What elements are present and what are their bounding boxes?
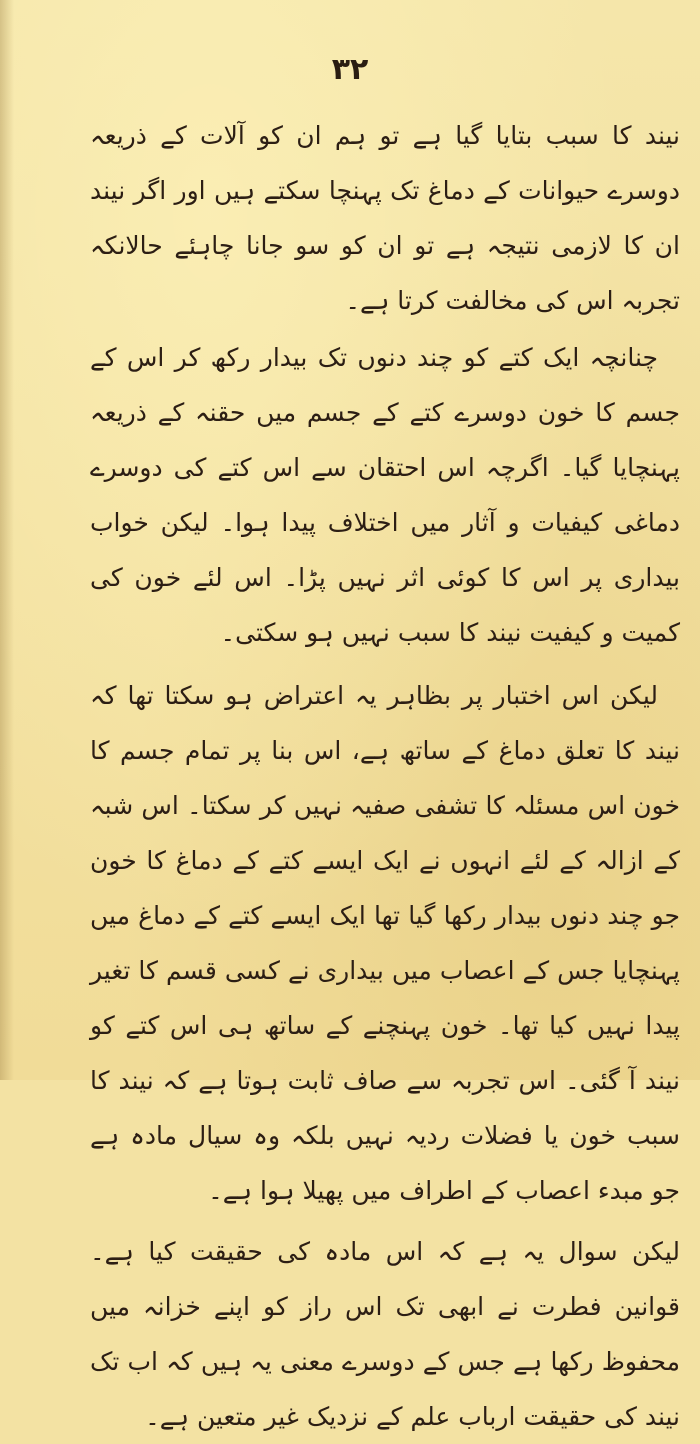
page-body: [90, 108, 680, 1444]
paragraph-1: نیند کا سبب بتایا گیا ہے تو ہم ان کو آلات کے ذریعہ دوسرے حیوانات کے دماغ تک پہنچا سکتے ہیں اور اگر نیند ان کا لازمی نتیجہ ہے تو ان کو سو جانا چاہئے حالانکہ تجربہ اس کی مخالفت کرتا ہے۔: [90, 121, 680, 315]
page-number: ۳۲: [331, 52, 369, 87]
paragraph-3: لیکن اس اختبار پر بظاہر یہ اعتراض ہو سکتا تھا کہ نیند کا تعلق دماغ کے ساتھ ہے، اس بنا پر تمام جسم کا خون اس مسئلہ کا تشفی صفیہ نہیں کر سکتا۔ اس شبہ کے ازالہ کے لئے انہوں نے ایک ایسے کتے کے دماغ کا خون جو چند دنوں بیدار رکھا گیا تھا ایک ایسے کتے کے دماغ میں پہنچایا جس کے اعصاب میں بیداری نے کسی قسم کا تغیر پیدا نہیں کیا تھا۔ خون پہنچنے کے ساتھ ہی اس کتے کو نیند آ گئی۔ اس تجربہ سے صاف ثابت ہوتا ہے کہ نیند کا سبب خون یا فضلات ردیہ نہیں بلکہ وہ سیال مادہ ہے جو مبدء اعصاب کے اطراف میں پھیلا ہوا ہے۔: [90, 681, 680, 1205]
paragraph-2: چنانچہ ایک کتے کو چند دنوں تک بیدار رکھ کر اس کے جسم کا خون دوسرے کتے کے جسم میں حقنہ کے ذریعہ پہنچایا گیا۔ اگرچہ اس احتقان سے اس کتے کی دوسرے دماغی کیفیات و آثار میں اختلاف پیدا ہوا۔ لیکن خواب بیداری پر اس کا کوئی اثر نہیں پڑا۔ اس لئے خون کی کمیت و کیفیت نیند کا سبب نہیں ہو سکتی۔: [90, 343, 680, 647]
page-binding-shadow: [0, 0, 14, 1080]
paragraph-4: لیکن سوال یہ ہے کہ اس مادہ کی حقیقت کیا ہے۔ قوانین فطرت نے ابھی تک اس راز کو اپنے خزانہ میں محفوظ رکھا ہے جس کے دوسرے معنی یہ ہیں کہ اب تک نیند کی حقیقت ارباب علم کے نزدیک غیر متعین ہے۔: [90, 1237, 680, 1431]
